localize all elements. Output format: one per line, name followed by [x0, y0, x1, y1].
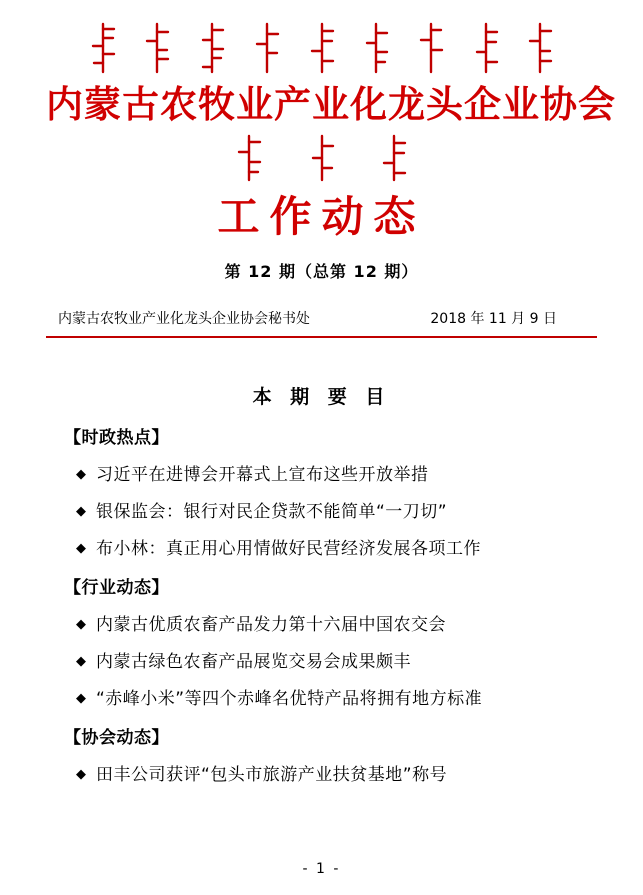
mongolian-word	[416, 22, 446, 74]
mongolian-word	[142, 22, 172, 74]
page-number: - 1 -	[302, 861, 341, 877]
contents-entry[interactable]	[46, 647, 597, 672]
mongolian-word	[197, 22, 227, 74]
bullet-icon: ◆	[76, 690, 87, 706]
header-divider	[46, 336, 597, 338]
bullet-icon: ◆	[76, 653, 87, 669]
bullet-icon: ◆	[76, 466, 87, 482]
document-title: 内蒙古农牧业产业化龙头企业协会	[46, 83, 616, 126]
publication-meta	[46, 308, 597, 328]
contents-entry[interactable]	[46, 534, 597, 559]
contents-entry[interactable]	[46, 610, 597, 635]
bullet-icon: ◆	[76, 766, 87, 782]
mongolian-word	[252, 22, 282, 74]
mongolian-word	[234, 134, 264, 182]
mongolian-word	[525, 22, 555, 74]
bullet-icon: ◆	[76, 540, 87, 556]
mongolian-header-line1	[46, 0, 597, 74]
entry-text: 田丰公司获评“包头市旅游产业扶贫基地”称号	[96, 764, 448, 785]
entry-text: 内蒙古优质农畜产品发力第十六届中国农交会	[96, 614, 446, 635]
contents-section	[46, 723, 597, 785]
bullet-icon: ◆	[76, 503, 87, 519]
contents-entry[interactable]	[46, 684, 597, 709]
section-heading: 【行业动态】	[64, 577, 169, 598]
publisher-name: 内蒙古农牧业产业化龙头企业协会秘书处	[58, 310, 310, 327]
entry-text: “赤峰小米”等四个赤峰名优特产品将拥有地方标准	[96, 688, 483, 709]
section-heading: 【协会动态】	[64, 727, 169, 748]
contents-section	[46, 423, 597, 559]
section-heading: 【时政热点】	[64, 427, 169, 448]
mongolian-word	[361, 22, 391, 74]
mongolian-word	[88, 22, 118, 74]
mongolian-header-line2	[46, 128, 597, 182]
contents-section	[46, 573, 597, 709]
mongolian-word	[379, 134, 409, 182]
contents-entry[interactable]	[46, 460, 597, 485]
entry-text: 内蒙古绿色农畜产品展览交易会成果颇丰	[96, 651, 411, 672]
publication-date: 2018 年 11 月 9 日	[430, 310, 557, 327]
mongolian-word	[471, 22, 501, 74]
mongolian-word	[307, 134, 337, 182]
contents-entry[interactable]	[46, 497, 597, 522]
contents-entry[interactable]	[46, 760, 597, 785]
issue-number: 第 12 期（总第 12 期）	[224, 261, 419, 281]
entry-text: 银保监会：银行对民企贷款不能简单“一刀切”	[96, 501, 448, 522]
document-subtitle: 工作动态	[217, 192, 426, 242]
mongolian-word	[307, 22, 337, 74]
bullet-icon: ◆	[76, 616, 87, 632]
contents-heading: 本 期 要 目	[252, 385, 391, 408]
entry-text: 布小林：真正用心用情做好民营经济发展各项工作	[96, 538, 481, 559]
entry-text: 习近平在进博会开幕式上宣布这些开放举措	[96, 464, 429, 485]
